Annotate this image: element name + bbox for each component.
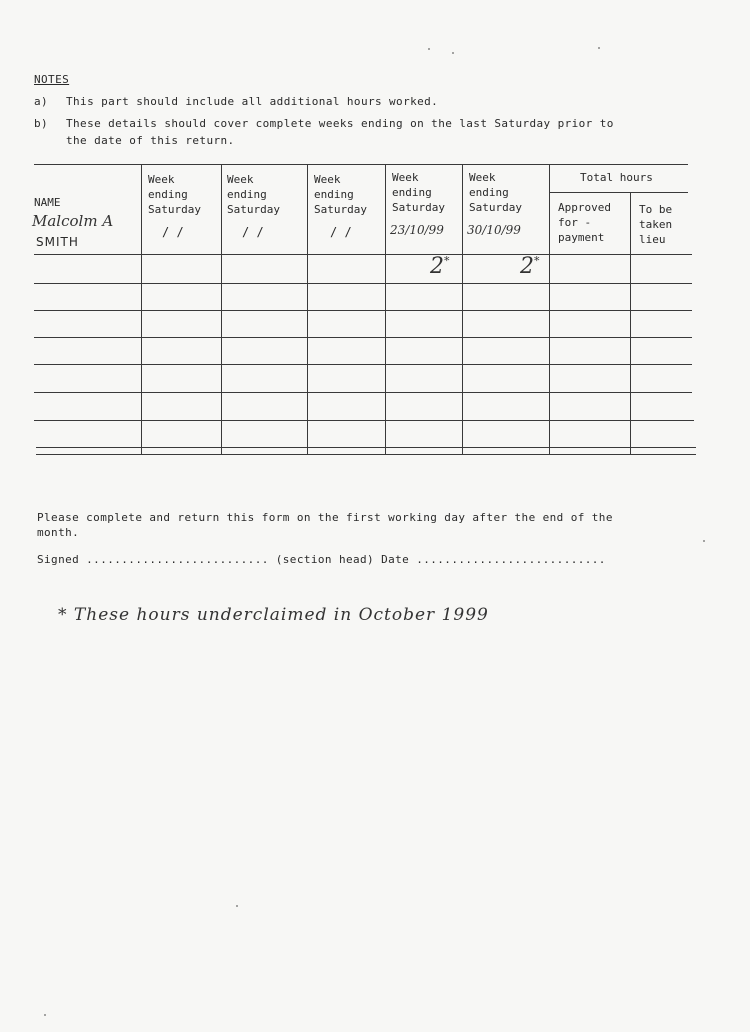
table-row-line (34, 283, 692, 284)
column-divider (141, 165, 142, 454)
handwritten-note: * These hours underclaimed in October 1999 (58, 605, 489, 625)
week-date-4: 23/10/99 (390, 223, 444, 237)
note-a-marker: a) (34, 95, 49, 108)
name-column-header: NAME (34, 196, 61, 209)
employee-name-last: SMITH (36, 235, 79, 249)
notes-heading: NOTES (34, 73, 70, 86)
week4-asterisk: * (444, 254, 450, 268)
table-row-line (34, 310, 692, 311)
table-row-line (34, 364, 692, 365)
note-a-text: This part should include all additional hours worked. (66, 95, 439, 108)
table-row-line (34, 420, 694, 421)
scan-speck (598, 47, 600, 49)
column-divider (385, 165, 386, 454)
column-divider (307, 165, 308, 454)
note-b-text-line1: These details should cover complete weeks ending on the last Saturday prior to (66, 117, 614, 130)
signature-line: Signed .......................... (section head) Date ........................... (37, 553, 606, 566)
scan-speck (703, 540, 705, 542)
table-row-line (34, 337, 692, 338)
table-row-line (34, 392, 692, 393)
employee-name-first: Malcolm A (32, 212, 114, 230)
scan-speck (44, 1014, 46, 1016)
approved-for-payment-header: Approved for - payment (558, 201, 611, 244)
column-divider (221, 165, 222, 454)
week-header-4: Week ending Saturday (392, 171, 445, 214)
week-header-3: Week ending Saturday (314, 173, 367, 216)
week5-hours-entry (520, 254, 540, 279)
column-divider (549, 165, 550, 454)
week-date-1: / / (162, 225, 184, 239)
week5-asterisk: * (534, 254, 540, 268)
column-divider (462, 165, 463, 454)
week5-hours-value: 2 (520, 254, 534, 279)
header-bottom-border (34, 254, 692, 255)
note-b-marker: b) (34, 117, 49, 130)
to-be-taken-lieu-header: To be taken lieu (639, 203, 673, 246)
scan-speck (452, 52, 454, 54)
note-b-text-line2: the date of this return. (66, 134, 235, 147)
week-date-5: 30/10/99 (467, 223, 521, 237)
table-bottom-border (36, 454, 696, 455)
week-date-2: / / (242, 225, 264, 239)
total-hours-header: Total hours (580, 171, 653, 184)
scan-speck (428, 48, 430, 50)
table-row-line (36, 447, 696, 448)
week-header-2: Week ending Saturday (227, 173, 280, 216)
week4-hours-value: 2 (430, 254, 444, 279)
week-header-1: Week ending Saturday (148, 173, 201, 216)
footer-instruction-line2: month. (37, 526, 80, 539)
column-divider (630, 192, 631, 454)
table-top-border (34, 164, 688, 165)
week-date-3: / / (330, 225, 352, 239)
scan-speck (236, 905, 238, 907)
week4-hours-entry (430, 254, 450, 279)
total-hours-divider (550, 192, 688, 193)
footer-instruction-line1: Please complete and return this form on the first working day after the end of the (37, 511, 613, 524)
week-header-5: Week ending Saturday (469, 171, 522, 214)
